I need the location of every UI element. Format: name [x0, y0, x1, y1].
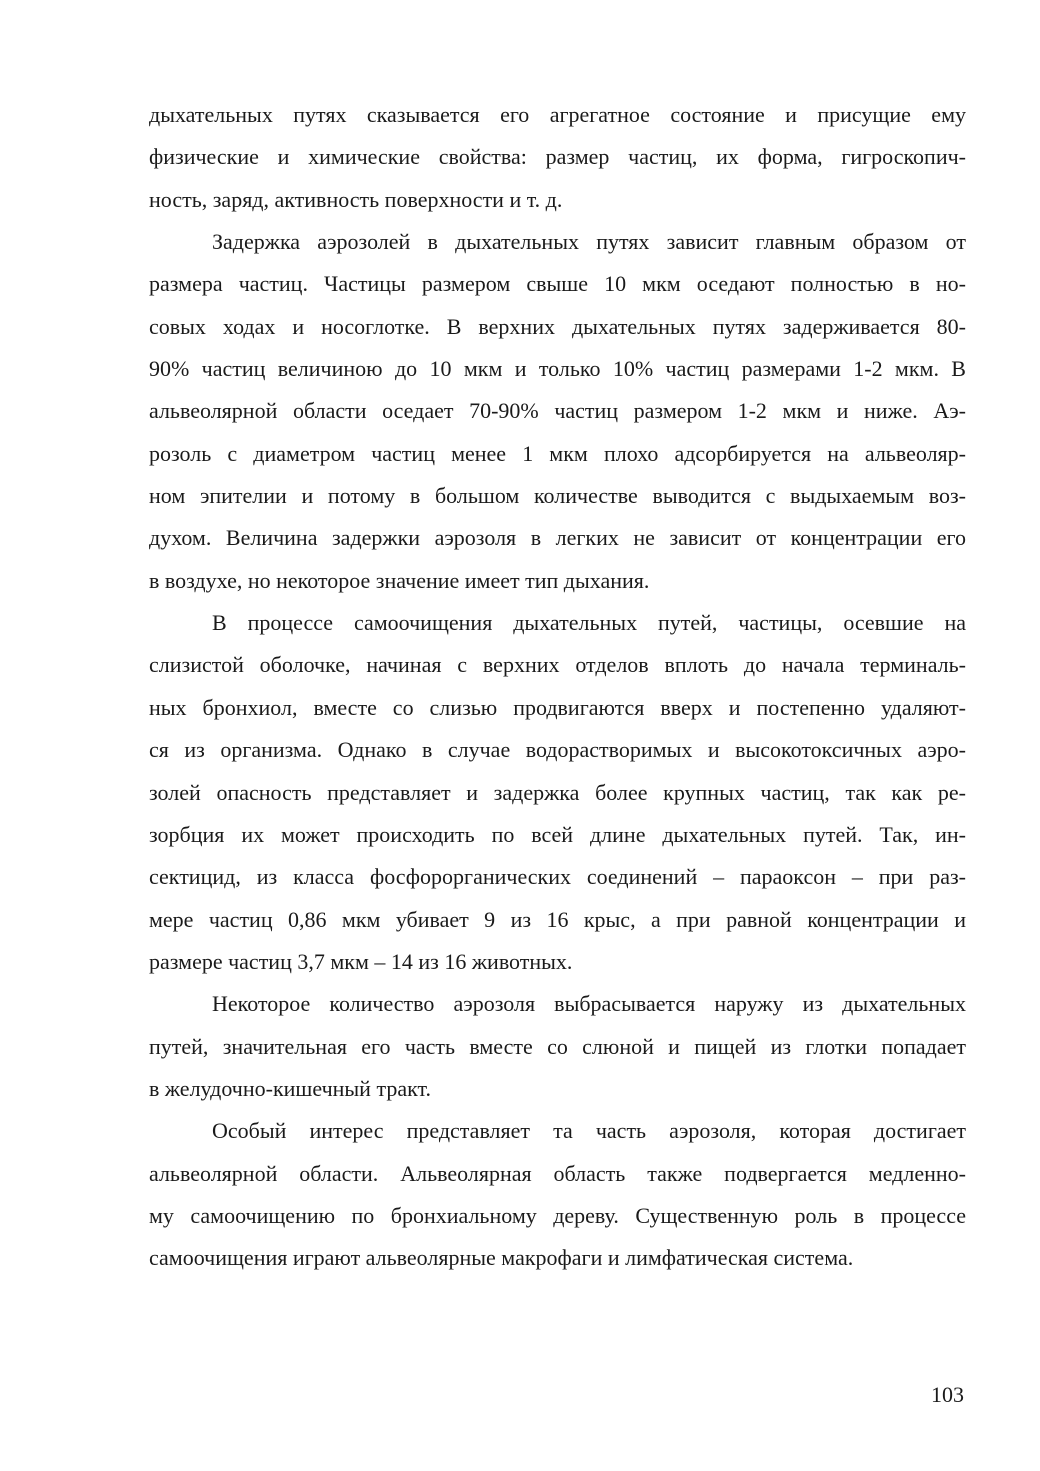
text-line: ном эпителии и потому в большом количестве выводится с выдыхаемым воз-	[149, 483, 966, 509]
text-line: путей, значительная его часть вместе со слюной и пищей из глотки попадает	[149, 1033, 966, 1059]
paragraph	[149, 983, 966, 1110]
paragraph	[149, 94, 966, 221]
text-line: духом. Величина задержки аэрозоля в легких не зависит от концентрации его	[149, 525, 966, 551]
text-line: Особый интерес представляет та часть аэрозоля, которая достигает	[212, 1118, 966, 1144]
text-line: золей опасность представляет и задержка более крупных частиц, так как ре-	[149, 779, 966, 805]
paragraph	[149, 602, 966, 983]
text-line: Некоторое количество аэрозоля выбрасывается наружу из дыхательных	[212, 991, 966, 1017]
text-line: 90% частиц величиною до 10 мкм и только 10% частиц размерами 1-2 мкм. В	[149, 356, 966, 382]
text-line: в воздухе, но некоторое значение имеет тип дыхания.	[149, 567, 650, 593]
text-line: самоочищения играют альвеолярные макрофаги и лимфатическая система.	[149, 1245, 854, 1271]
page-number: 103	[931, 1382, 964, 1407]
text-line: ных бронхиол, вместе со слизью продвигаются вверх и постепенно удаляют-	[149, 694, 966, 720]
text-line: В процессе самоочищения дыхательных путей, частицы, осевшие на	[212, 610, 966, 636]
text-line: размера частиц. Частицы размером свыше 10 мкм оседают полностью в но-	[149, 271, 966, 297]
text-line: мере частиц 0,86 мкм убивает 9 из 16 крыс, а при равной концентрации и	[149, 906, 966, 932]
text-line: физические и химические свойства: размер частиц, их форма, гигроскопич-	[149, 144, 966, 170]
text-line: розоль с диаметром частиц менее 1 мкм плохо адсорбируется на альвеоляр-	[149, 440, 966, 466]
text-line: слизистой оболочке, начиная с верхних отделов вплоть до начала терминаль-	[149, 652, 966, 678]
paragraph	[149, 1110, 966, 1279]
text-line: альвеолярной области оседает 70-90% частиц размером 1-2 мкм и ниже. Аэ-	[149, 398, 966, 424]
body-text	[149, 94, 966, 1280]
text-line: ность, заряд, активность поверхности и т. д.	[149, 186, 563, 212]
text-line: дыхательных путях сказывается его агрегатное состояние и присущие ему	[149, 102, 966, 127]
text-line: му самоочищению по бронхиальному дереву. Существенную роль в процессе	[149, 1202, 966, 1228]
text-line: ся из организма. Однако в случае водорастворимых и высокотоксичных аэро-	[149, 737, 966, 763]
paragraph	[149, 221, 966, 602]
text-line: зорбция их может происходить по всей длине дыхательных путей. Так, ин-	[149, 821, 966, 847]
text-line: размере частиц 3,7 мкм – 14 из 16 животных.	[149, 948, 573, 974]
text-line: сектицид, из класса фосфорорганических соединений – параоксон – при раз-	[149, 864, 966, 890]
text-line: совых ходах и носоглотке. В верхних дыхательных путях задерживается 80-	[149, 313, 966, 339]
text-line: в желудочно-кишечный тракт.	[149, 1075, 431, 1101]
text-line: альвеолярной области. Альвеолярная область также подвергается медленно-	[149, 1160, 966, 1186]
text-line: Задержка аэрозолей в дыхательных путях зависит главным образом от	[212, 229, 966, 255]
